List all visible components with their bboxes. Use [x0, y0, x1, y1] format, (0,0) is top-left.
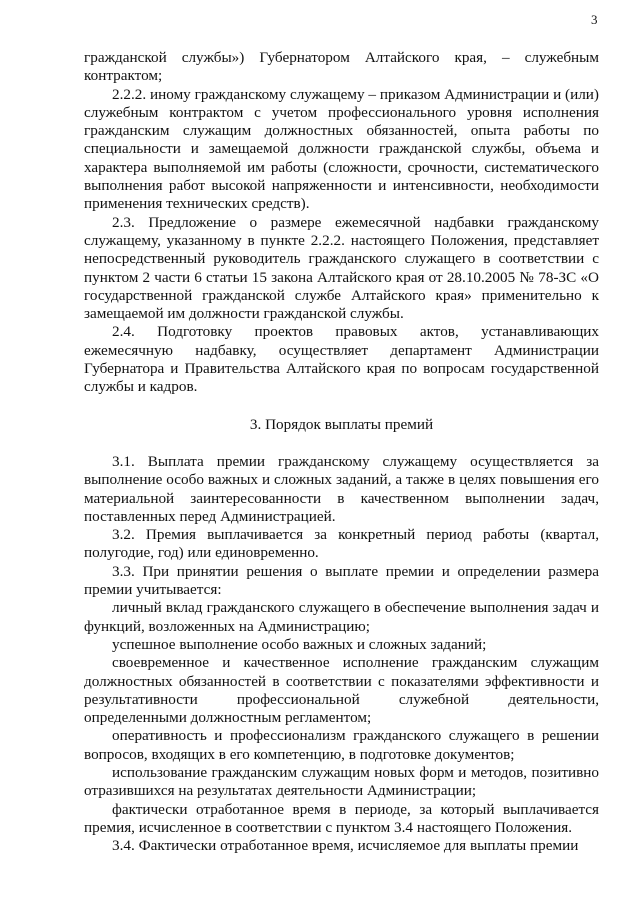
document-body	[84, 49, 599, 855]
paragraph: 3.3. При принятии решения о выплате премии и определении размера премии учитывается:	[84, 562, 599, 599]
paragraph: 2.2.2. иному гражданскому служащему – приказом Администрации и (или) служебным контрактом с учетом профессионального уровня исполнения гражданским служащим должностных обязанностей, опыта работы по специальности и замещаемой должности гражданской службы, объема и характера выполняемой им работы (сложности, срочности, систематического выполнения работ высокой напряженности и интенсивности, необходимости применения технических средств).	[84, 85, 599, 213]
paragraph: 3.2. Премия выплачивается за конкретный период работы (квартал, полугодие, год) или единовременно.	[84, 526, 599, 562]
list-item: успешное выполнение особо важных и сложных заданий;	[112, 635, 487, 653]
list-item: личный вклад гражданского служащего в обеспечение выполнения задач и функций, возложенных на Администрацию;	[84, 599, 599, 635]
list-item: использование гражданским служащим новых форм и методов, позитивно отразившихся на результатах деятельности Администрации;	[84, 763, 599, 800]
list-item: оперативность и профессионализм гражданского служащего в решении вопросов, входящих в его компетенцию, в подготовке документов;	[84, 727, 599, 763]
paragraph: 2.4. Подготовку проектов правовых актов, устанавливающих ежемесячную надбавку, осуществляет департамент Администрации Губернатора и Правительства Алтайского края по вопросам государственной службы и кадров.	[84, 323, 599, 396]
paragraph: 3.4. Фактически отработанное время, исчисляемое для выплаты премии	[112, 837, 579, 855]
page-number: 3	[591, 12, 598, 27]
paragraph: 2.3. Предложение о размере ежемесячной надбавки гражданскому служащему, указанному в пункте 2.2.2. настоящего Положения, представляет непосредственный руководитель гражданского служащего в соответствии с пунктом 2 части 6 статьи 15 закона Алтайского края от 28.10.2005 № 78-ЗС «О государственной гражданской службе Алтайского края» применительно к замещаемой им должности гражданской службы.	[84, 213, 599, 323]
list-item: фактически отработанное время в периоде, за который выплачивается премия, исчисленное в соответствии с пунктом 3.4 настоящего Положения.	[84, 800, 599, 836]
paragraph: 3.1. Выплата премии гражданскому служащему осуществляется за выполнение особо важных и сложных заданий, а также в целях повышения его материальной заинтересованности в качественном выполнении задач, поставленных перед Администрацией.	[84, 452, 599, 525]
section-heading: 3. Порядок выплаты премий	[249, 415, 434, 433]
list-item: своевременное и качественное исполнение гражданским служащим должностных обязанностей в соответствии с показателями эффективности и результативности профессиональной служебной деятельности, определенными должностным регламентом;	[84, 654, 599, 727]
paragraph: гражданской службы») Губернатором Алтайского края, – служебным контрактом;	[84, 49, 599, 85]
